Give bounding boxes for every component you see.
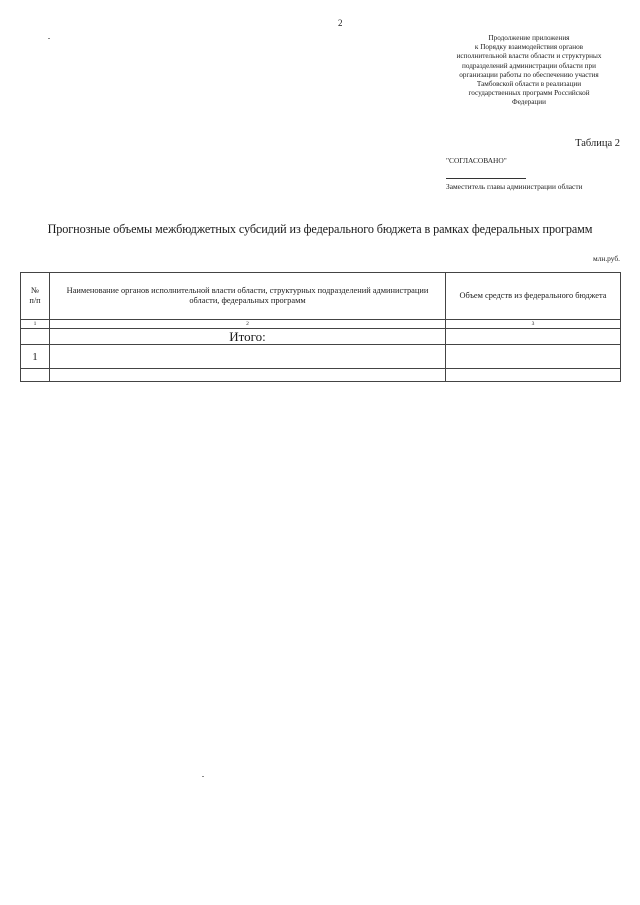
blank-cell [21, 369, 50, 382]
units-label: млн.руб. [593, 254, 620, 263]
row-number: 1 [21, 345, 50, 369]
subsidies-table [20, 272, 621, 382]
appendix-note-line: исполнительной власти области и структурных [456, 52, 602, 61]
table-row-blank [21, 369, 621, 382]
appendix-note-line: к Порядку взаимодействия органов [474, 43, 584, 52]
column-number-cell: 2 [50, 320, 446, 329]
table-row [21, 345, 621, 369]
header-number: № п/п [21, 273, 50, 320]
header-amount: Объем средств из федерального бюджета [446, 273, 621, 320]
total-amount-cell [446, 329, 621, 345]
row-amount [446, 345, 621, 369]
scan-speck [48, 38, 50, 39]
scan-speck [202, 776, 204, 777]
total-row [21, 329, 621, 345]
approval-label: "СОГЛАСОВАНО" [446, 156, 507, 165]
appendix-note-line: государственных программ Российской [468, 89, 590, 98]
appendix-note-line: подразделений администрации области при [462, 61, 596, 70]
approval-block [446, 156, 616, 191]
approval-position: Заместитель главы администрации области [446, 182, 583, 191]
table-header-row [21, 273, 621, 320]
column-number-cell: 3 [446, 320, 621, 329]
row-name [50, 345, 446, 369]
appendix-note-line: организации работы по обеспечению участия [459, 70, 599, 79]
appendix-note [438, 34, 620, 108]
appendix-note-line: Продолжение приложения [488, 34, 570, 42]
document-title: Прогнозные объемы межбюджетных субсидий из федерального бюджета в рамках федеральных программ [47, 222, 593, 236]
total-label: Итого: [50, 329, 446, 345]
blank-cell [446, 369, 621, 382]
total-empty-cell [21, 329, 50, 345]
signature-line [446, 178, 526, 179]
table-number: Таблица 2 [575, 138, 620, 149]
appendix-note-line: Федерации [512, 98, 546, 107]
appendix-note-line: Тамбовской области в реализации [476, 80, 582, 89]
header-name: Наименование органов исполнительной власти области, структурных подразделений администрации области, федеральных программ [50, 273, 446, 320]
column-number-cell: 1 [21, 320, 50, 329]
page-number: 2 [338, 18, 343, 28]
column-number-row [21, 320, 621, 329]
blank-cell [50, 369, 446, 382]
